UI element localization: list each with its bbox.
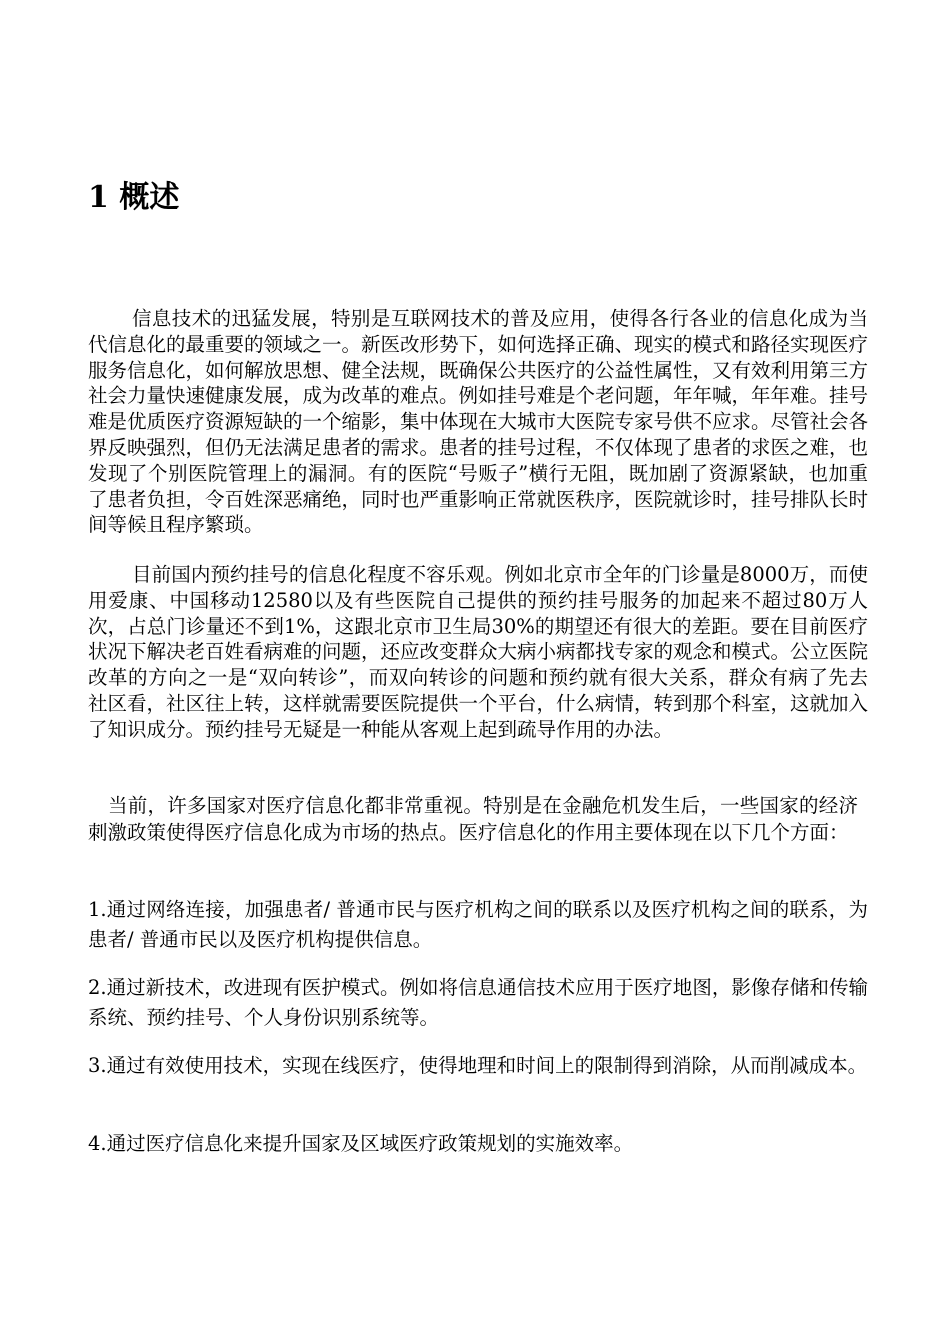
list-item: 3.通过有效使用技术，实现在线医疗，使得地理和时间上的限制得到消除，从而削减成本。 — [88, 1054, 868, 1077]
body-paragraph: 信息技术的迅猛发展，特别是互联网技术的普及应用，使得各行各业的信息化成为当代信息化的最重要的领域之一。新医改形势下，如何选择正确、现实的模式和路径实现医疗服务信息化，如何解放思想、健全法规，既确保公共医疗的公益性属性，又有效利用第三方社会力量快速健康发展，成为改革的难点。例如挂号难是个老问题，年年喊，年年难。挂号难是优质医疗资源短缺的一个缩影，集中体现在大城市大医院专家号供不应求。尽管社会各界反映强烈，但仍无法满足患者的需求。患者的挂号过程，不仅体现了患者的求医之难，也发现了个别医院管理上的漏洞。有的医院“号贩子”横行无阻，既加剧了资源紧缺，也加重了患者负担，令百姓深恶痛绝，同时也严重影响正常就医秩序，医院就诊时，挂号排队长时间等候且程序繁琐。 — [88, 307, 869, 537]
body-paragraph: 当前，许多国家对医疗信息化都非常重视。特别是在金融危机发生后，一些国家的经济刺激政策使得医疗信息化成为市场的热点。医疗信息化的作用主要体现在以下几个方面： — [88, 794, 858, 844]
list-item: 4.通过医疗信息化来提升国家及区域医疗政策规划的实施效率。 — [88, 1132, 634, 1155]
body-paragraph: 目前国内预约挂号的信息化程度不容乐观。例如北京市全年的门诊量是8000万，而使用爱康、中国移动12580以及有些医院自己提供的预约挂号服务的加起来不超过80万人次，占总门诊量还不到1%，这跟北京市卫生局30%的期望还有很大的差距。要在目前医疗状况下解决老百姓看病难的问题，还应改变群众大病小病都找专家的观念和模式。公立医院改革的方向之一是“双向转诊”，而双向转诊的问题和预约就有很大关系，群众有病了先去社区看，社区往上转，这样就需要医院提供一个平台，什么病情，转到那个科室，这就加入了知识成分。预约挂号无疑是一种能从客观上起到疏导作用的办法。 — [88, 563, 869, 741]
list-item: 1.通过网络连接，加强患者/ 普通市民与医疗机构之间的联系以及医疗机构之间的联系，为患者/ 普通市民以及医疗机构提供信息。 — [88, 898, 868, 951]
list-item: 2.通过新技术，改进现有医护模式。例如将信息通信技术应用于医疗地图，影像存储和传输系统、预约挂号、个人身份识别系统等。 — [88, 976, 868, 1029]
section-heading: 1 概述 — [88, 180, 180, 215]
